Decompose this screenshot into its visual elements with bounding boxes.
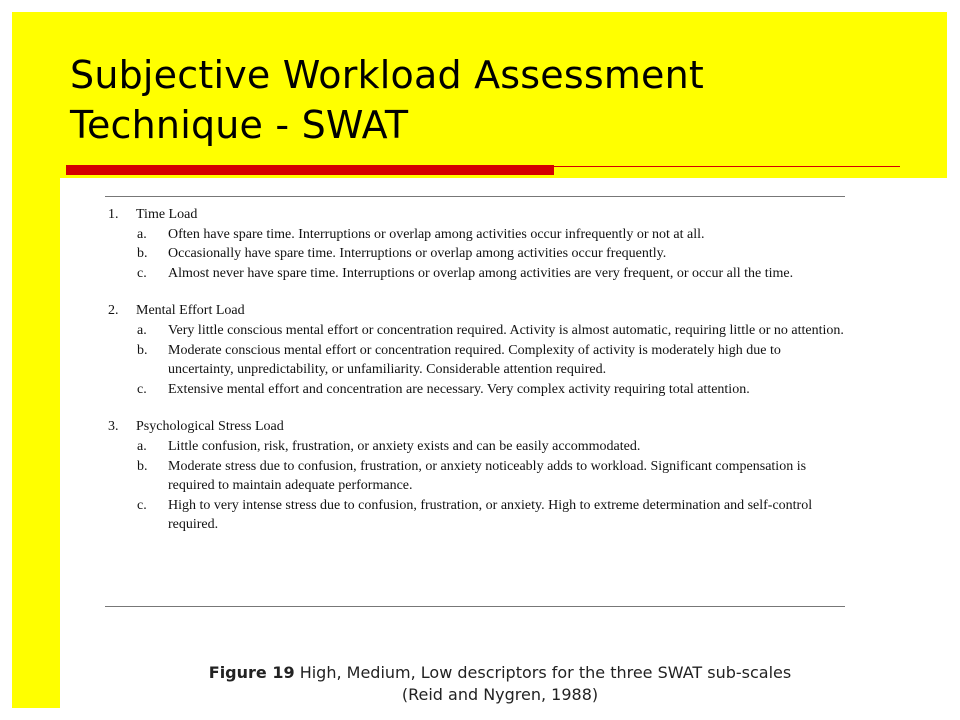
item-letter: c.: [137, 497, 147, 513]
section-mental-effort-load: [108, 301, 848, 399]
item-text: Almost never have spare time. Interruptions or overlap among activities are very frequent, or occur all the time.: [168, 265, 794, 281]
caption-line1: [140, 662, 860, 684]
section-title: Psychological Stress Load: [136, 419, 284, 435]
item-text: Moderate conscious mental effort or concentration required. Complexity of activity is moderately high due to uncertainty, unpredictability, or unfamiliarity. Considerable attention required.: [168, 342, 781, 378]
item-letter: b.: [137, 342, 148, 358]
list-item: [108, 496, 848, 535]
item-text: Little confusion, risk, frustration, or anxiety exists and can be easily accommodated.: [168, 438, 641, 454]
section-time-load: [108, 205, 848, 283]
item-letter: a.: [137, 438, 147, 454]
item-letter: a.: [137, 322, 147, 338]
item-letter: a.: [137, 226, 147, 242]
caption-description: High, Medium, Low descriptors for the three SWAT sub-scales: [294, 663, 792, 682]
list-item: [108, 264, 848, 284]
item-text: Occasionally have spare time. Interruptions or overlap among activities occur frequently.: [168, 246, 667, 262]
item-letter: b.: [137, 458, 148, 474]
list-item: [108, 225, 848, 245]
list-item: [108, 380, 848, 400]
title-underline-thick: [66, 165, 554, 175]
item-text: Often have spare time. Interruptions or overlap among activities occur infrequently or not at all.: [168, 226, 705, 242]
list-item: [108, 321, 848, 341]
item-text: Very little conscious mental effort or concentration required. Activity is almost automatic, requiring little or no attention.: [168, 322, 844, 338]
caption-figure-label: Figure 19: [208, 663, 295, 682]
slide-title-line1: Subjective Workload Assessment: [70, 53, 705, 97]
item-letter: c.: [137, 265, 147, 281]
section-title: Mental Effort Load: [136, 303, 245, 319]
figure-bottom-rule: [105, 606, 845, 607]
list-item: [108, 457, 848, 496]
title-underline-thin: [554, 166, 900, 167]
left-frame-bar: [12, 12, 60, 708]
item-text: Extensive mental effort and concentration are necessary. Very complex activity requiring total attention.: [168, 381, 750, 397]
list-item: [108, 244, 848, 264]
section-number: 3.: [108, 419, 119, 435]
section-number: 2.: [108, 303, 119, 319]
section-heading: [108, 301, 848, 321]
section-heading: [108, 417, 848, 437]
item-letter: c.: [137, 381, 147, 397]
slide-title-line2: Technique - SWAT: [70, 103, 409, 147]
swat-descriptor-figure: [108, 205, 848, 535]
section-heading: [108, 205, 848, 225]
item-text: High to very intense stress due to confusion, frustration, or anxiety. High to extreme determination and self-control required.: [168, 497, 813, 533]
slide-title: [70, 50, 704, 150]
section-number: 1.: [108, 207, 119, 222]
section-title: Time Load: [136, 207, 198, 222]
list-item: [108, 437, 848, 457]
caption-citation: (Reid and Nygren, 1988): [401, 685, 599, 704]
list-item: [108, 341, 848, 380]
item-text: Moderate stress due to confusion, frustration, or anxiety noticeably adds to workload. Significant compensation is required to maintain adequate performance.: [168, 458, 807, 494]
figure-top-rule: [105, 196, 845, 197]
section-psychological-stress-load: [108, 417, 848, 535]
figure-caption: [140, 662, 860, 706]
item-letter: b.: [137, 246, 148, 262]
